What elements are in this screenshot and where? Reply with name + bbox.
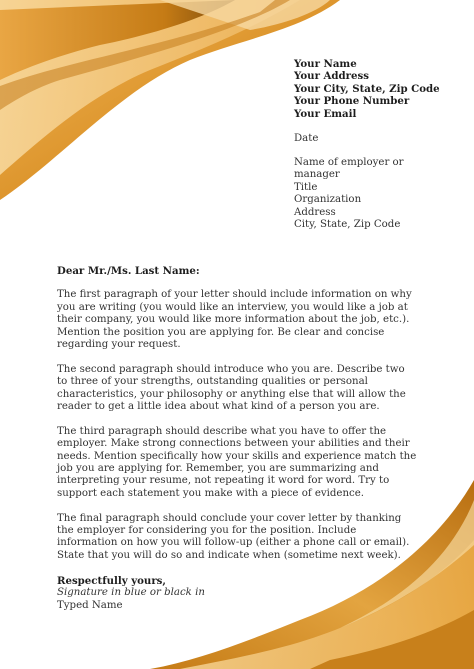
paragraph-1: The first paragraph of your letter should include information on why you are writing (you would like an interview, you would like a job at their company, you would like more information about the job, etc.). Mention the position you are applying for. Be clear and concise regarding your request. bbox=[57, 289, 412, 351]
signature-placeholder: Signature in blue or black in bbox=[57, 587, 205, 599]
sender-city-state-zip: Your City, State, Zip Code bbox=[294, 82, 440, 95]
sender-block bbox=[294, 58, 440, 120]
letter-body bbox=[57, 265, 417, 612]
letter-date: Date bbox=[294, 133, 319, 144]
paragraph-3: The third paragraph should describe what you have to offer the employer. Make strong connections between your abilities and their needs. Mention specifically how your skills and experience match the job you are applying for. Remember, you are summarizing and interpreting your resume, not repeating it word for word. Try to support each statement you make with a piece of evidence. bbox=[57, 425, 417, 499]
recipient-organization: Organization bbox=[294, 194, 362, 206]
sender-phone: Your Phone Number bbox=[294, 95, 410, 108]
salutation: Dear Mr./Ms. Last Name: bbox=[57, 265, 200, 277]
recipient-block bbox=[294, 157, 444, 231]
paragraph-2: The second paragraph should introduce who you are. Describe two to three of your strengths, outstanding qualities or personal characteristics, your philosophy or anything else that will allow the reader to get a little idea about what kind of a person you are. bbox=[57, 363, 406, 413]
recipient-city-state-zip: City, State, Zip Code bbox=[294, 219, 401, 231]
recipient-title: Title bbox=[294, 181, 318, 193]
paragraph-4: The final paragraph should conclude your cover letter by thanking the employer for considering you for the position. Include information on how you will follow-up (either a phone call or email). State that you will do so and indicate when (sometime next week). bbox=[57, 512, 410, 561]
recipient-address: Address bbox=[294, 206, 336, 218]
sender-address: Your Address bbox=[294, 70, 369, 83]
sender-name: Your Name bbox=[294, 58, 357, 70]
recipient-line2: manager bbox=[294, 169, 340, 181]
sender-email: Your Email bbox=[294, 107, 357, 120]
typed-name: Typed Name bbox=[57, 599, 123, 611]
closing: Respectfully yours, bbox=[57, 574, 166, 587]
recipient-line1: Name of employer or bbox=[294, 157, 404, 168]
